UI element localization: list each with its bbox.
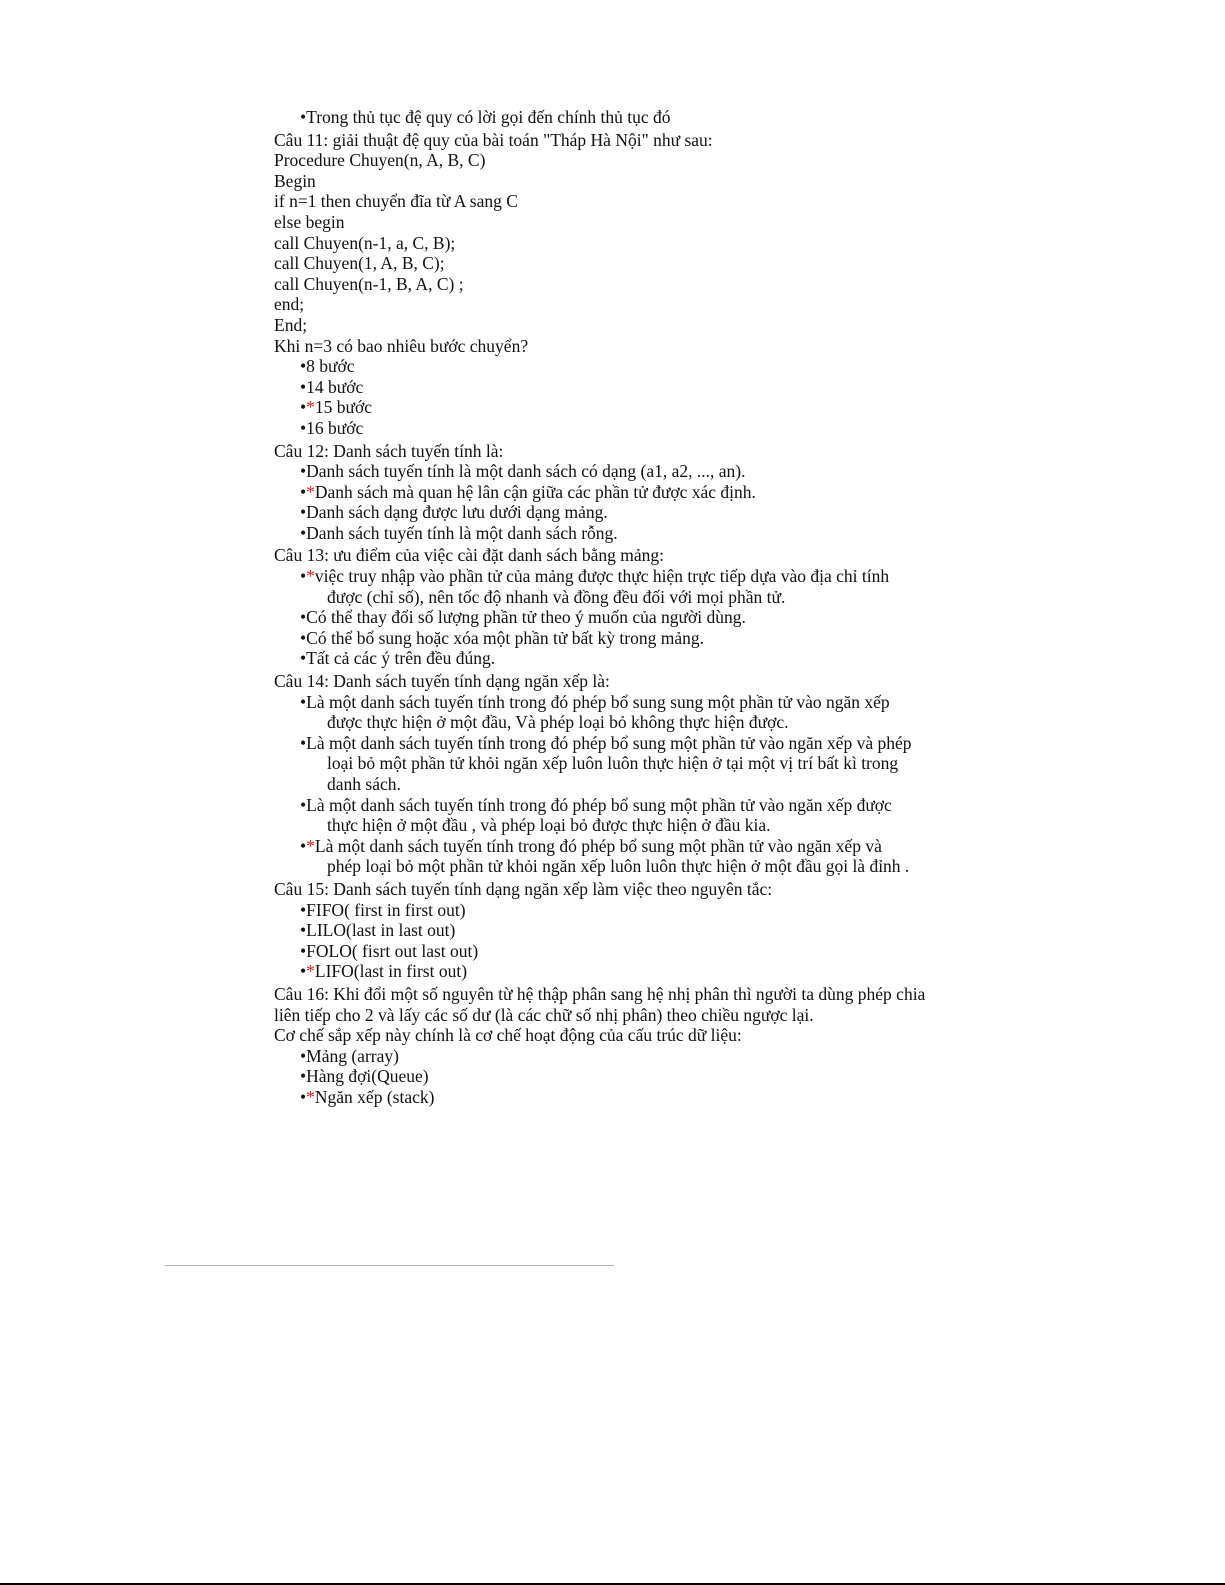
correct-answer-marker: * xyxy=(306,1086,315,1107)
question-line xyxy=(274,130,974,151)
line-text: được thực hiện ở một đầu, Và phép loại bỏ không thực hiện được. xyxy=(327,712,789,733)
answer-option xyxy=(274,607,974,628)
line-text: Trong thủ tục đệ quy có lời gọi đến chính thủ tục đó xyxy=(306,107,671,127)
text-line xyxy=(274,1025,974,1046)
line-text: Danh sách tuyến tính là một danh sách rỗng. xyxy=(306,522,618,543)
line-text: end; xyxy=(274,294,305,315)
line-text: call Chuyen(n-1, B, A, C) ; xyxy=(274,273,464,294)
line-text: Ngăn xếp (stack) xyxy=(314,1086,435,1107)
text-line xyxy=(274,315,974,336)
bullet-icon: • xyxy=(300,397,307,418)
bullet-icon: • xyxy=(300,732,307,753)
line-text: Câu 15: Danh sách tuyến tính dạng ngăn xếp làm việc theo nguyên tắc: xyxy=(274,878,773,899)
answer-option xyxy=(274,1087,974,1108)
line-text: Khi n=3 có bao nhiêu bước chuyển? xyxy=(274,335,529,356)
line-text: Là một danh sách tuyến tính trong đó phép bổ sung sung một phần tử vào ngăn xếp xyxy=(306,691,890,712)
line-text: phép loại bỏ một phần tử khỏi ngăn xếp luôn luôn thực hiện ở một đầu gọi là đỉnh . xyxy=(327,856,910,877)
line-text: Có thể bổ sung hoặc xóa một phần tử bất kỳ trong mảng. xyxy=(306,627,704,648)
answer-option-continuation xyxy=(274,753,974,774)
bullet-icon: • xyxy=(300,522,307,543)
line-text: FOLO( fisrt out last out) xyxy=(306,940,479,961)
line-text: LILO(last in last out) xyxy=(306,920,456,941)
line-text: loại bỏ một phần tử khỏi ngăn xếp luôn luôn thực hiện ở tại một vị trí bất kì trong xyxy=(327,753,899,774)
answer-option-continuation xyxy=(274,815,974,836)
question-line xyxy=(274,879,974,900)
line-text: Hàng đợi(Queue) xyxy=(306,1066,429,1087)
line-text: LIFO(last in first out) xyxy=(314,961,468,982)
line-text: Procedure Chuyen(n, A, B, C) xyxy=(274,150,486,171)
answer-option xyxy=(274,397,974,418)
line-text: if n=1 then chuyển đĩa từ A sang C xyxy=(274,191,518,212)
line-text: 15 bước xyxy=(314,397,373,418)
answer-option xyxy=(274,733,974,754)
answer-option-continuation xyxy=(274,587,974,608)
answer-option xyxy=(274,1046,974,1067)
answer-option xyxy=(274,941,974,962)
line-text: Câu 13: ưu điểm của việc cài đặt danh sách bằng mảng: xyxy=(274,545,664,566)
bullet-icon: • xyxy=(300,899,307,920)
bullet-icon: • xyxy=(300,627,307,648)
answer-option xyxy=(274,356,974,377)
answer-option xyxy=(274,107,974,128)
text-line xyxy=(274,294,974,315)
bullet-icon: • xyxy=(300,417,307,438)
bullet-icon: • xyxy=(300,107,307,127)
text-line xyxy=(274,1005,974,1026)
answer-option xyxy=(274,566,974,587)
answer-option xyxy=(274,461,974,482)
line-text: Cơ chế sắp xếp này chính là cơ chế hoạt động của cấu trúc dữ liệu: xyxy=(274,1025,742,1046)
bullet-icon: • xyxy=(300,502,307,523)
correct-answer-marker: * xyxy=(306,835,315,856)
line-text: Mảng (array) xyxy=(306,1045,399,1066)
answer-option xyxy=(274,795,974,816)
answer-option xyxy=(274,418,974,439)
line-text: Là một danh sách tuyến tính trong đó phép bổ sung một phần tử vào ngăn xếp được xyxy=(306,794,892,815)
answer-option xyxy=(274,648,974,669)
answer-option xyxy=(274,961,974,982)
text-line xyxy=(274,233,974,254)
line-text: call Chuyen(n-1, a, C, B); xyxy=(274,232,456,253)
line-text: việc truy nhập vào phần tử của mảng được thực hiện trực tiếp dựa vào địa chỉ tính xyxy=(314,566,890,587)
text-line xyxy=(274,212,974,233)
correct-answer-marker: * xyxy=(306,397,315,418)
bullet-icon: • xyxy=(300,940,307,961)
answer-option xyxy=(274,692,974,713)
answer-option xyxy=(274,377,974,398)
question-line xyxy=(274,984,974,1005)
correct-answer-marker: * xyxy=(306,566,315,587)
text-line xyxy=(274,171,974,192)
answer-option xyxy=(274,1066,974,1087)
line-text: Câu 14: Danh sách tuyến tính dạng ngăn xếp là: xyxy=(274,671,610,692)
line-text: Tất cả các ý trên đều đúng. xyxy=(306,648,496,669)
line-text: 16 bước xyxy=(306,417,364,438)
bullet-icon: • xyxy=(300,461,307,482)
bullet-icon: • xyxy=(300,648,307,669)
text-line xyxy=(274,274,974,295)
line-text: Câu 11: giải thuật đệ quy của bài toán "Tháp Hà Nội" như sau: xyxy=(274,129,713,150)
answer-option xyxy=(274,628,974,649)
line-text: Câu 12: Danh sách tuyến tính là: xyxy=(274,440,504,461)
footnote-separator xyxy=(165,1265,614,1266)
answer-option xyxy=(274,920,974,941)
line-text: Danh sách dạng được lưu dưới dạng mảng. xyxy=(306,502,608,523)
document-body xyxy=(274,107,974,1108)
question-line xyxy=(274,671,974,692)
line-text: Câu 16: Khi đổi một số nguyên từ hệ thập phân sang hệ nhị phân thì người ta dùng phép chia xyxy=(274,983,926,1004)
answer-option xyxy=(274,523,974,544)
answer-option-continuation xyxy=(274,712,974,733)
bullet-icon: • xyxy=(300,961,307,982)
line-text: End; xyxy=(274,314,308,335)
answer-option xyxy=(274,900,974,921)
answer-option-continuation xyxy=(274,774,974,795)
bullet-icon: • xyxy=(300,794,307,815)
bullet-icon: • xyxy=(300,356,307,377)
line-text: call Chuyen(1, A, B, C); xyxy=(274,253,445,274)
correct-answer-marker: * xyxy=(306,961,315,982)
answer-option xyxy=(274,482,974,503)
line-text: 14 bước xyxy=(306,376,364,397)
bullet-icon: • xyxy=(300,566,307,587)
line-text: FIFO( first in first out) xyxy=(306,899,466,920)
line-text: Là một danh sách tuyến tính trong đó phép bổ sung một phần tử vào ngăn xếp và phép xyxy=(306,732,912,753)
text-line xyxy=(274,191,974,212)
line-text: liên tiếp cho 2 và lấy các số dư (là các chữ số nhị phân) theo chiều ngược lại. xyxy=(274,1004,814,1025)
line-text: danh sách. xyxy=(327,774,401,794)
answer-option-continuation xyxy=(274,856,974,877)
bullet-icon: • xyxy=(300,691,307,712)
correct-answer-marker: * xyxy=(306,481,315,502)
bullet-icon: • xyxy=(300,1066,307,1087)
bullet-icon: • xyxy=(300,1086,307,1107)
question-line xyxy=(274,545,974,566)
bullet-icon: • xyxy=(300,376,307,397)
line-text: else begin xyxy=(274,211,345,232)
line-text: Có thể thay đổi số lượng phần tử theo ý muốn của người dùng. xyxy=(306,607,746,628)
bullet-icon: • xyxy=(300,1045,307,1066)
bullet-icon: • xyxy=(300,835,307,856)
bullet-icon: • xyxy=(300,607,307,628)
line-text: Là một danh sách tuyến tính trong đó phép bổ sung một phần tử vào ngăn xếp và xyxy=(314,835,882,856)
text-line xyxy=(274,150,974,171)
line-text: 8 bước xyxy=(306,356,355,377)
line-text: Danh sách tuyến tính là một danh sách có dạng (a1, a2, ..., an). xyxy=(306,461,746,482)
question-line xyxy=(274,441,974,462)
answer-option xyxy=(274,836,974,857)
line-text: Danh sách mà quan hệ lân cận giữa các phần tử được xác định. xyxy=(314,481,756,502)
line-text: được (chỉ số), nên tốc độ nhanh và đồng đều đối với mọi phần tử. xyxy=(327,586,786,607)
text-line xyxy=(274,336,974,357)
bullet-icon: • xyxy=(300,920,307,941)
line-text: thực hiện ở một đầu , và phép loại bỏ được thực hiện ở đầu kia. xyxy=(327,815,771,836)
bullet-icon: • xyxy=(300,481,307,502)
answer-option xyxy=(274,502,974,523)
text-line xyxy=(274,253,974,274)
line-text: Begin xyxy=(274,170,316,191)
